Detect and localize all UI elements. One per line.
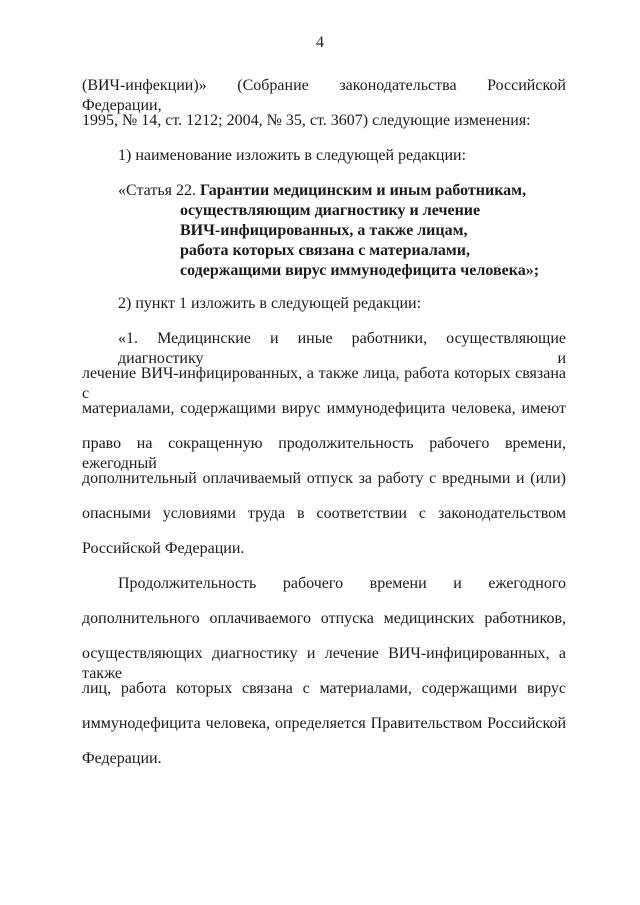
paragraph-2-line-5: иммунодефицита человека, определяется Правительством Российской [82,715,566,732]
paragraph-1-line-1: «1. Медицинские и иные работники, осуществляющие диагностику и [118,330,566,367]
paragraph-2-line-3: осуществляющих диагностику и лечение ВИЧ-инфицированных, а также [82,645,566,682]
article-title-line-4: работа которых связана с материалами, [180,242,470,259]
paragraph-1-line-5: дополнительный оплачиваемый отпуск за работу с вредными и (или) [82,470,566,487]
article-title-line-3: ВИЧ-инфицированных, а также лицам, [180,222,468,239]
intro-line-1: (ВИЧ-инфекции)» (Собрание законодательства Российской Федерации, [82,77,566,114]
article-title-line-5: содержащими вирус иммунодефицита человека»; [180,262,540,279]
paragraph-1-line-6: опасными условиями труда в соответствии с законодательством [82,505,566,522]
page-number: 4 [316,34,324,51]
paragraph-1-line-3: материалами, содержащими вирус иммунодефицита человека, имеют [82,400,566,417]
intro-line-2: 1995, № 14, ст. 1212; 2004, № 35, ст. 3607) следующие изменения: [82,112,531,129]
paragraph-2-line-2: дополнительного оплачиваемого отпуска медицинских работников, [82,610,566,627]
article-heading [118,181,526,201]
paragraph-1-line-2: лечение ВИЧ-инфицированных, а также лица, работа которых связана с [82,365,566,402]
article-title-line-1: Гарантии медицинским и иным работникам, [199,182,527,199]
paragraph-2-line-1: Продолжительность рабочего времени и ежегодного [118,575,566,592]
article-prefix: «Статья 22. [118,182,196,199]
article-title-line-2: осуществляющим диагностику и лечение [180,202,481,219]
paragraph-2-line-6: Федерации. [82,750,162,767]
paragraph-1-line-7: Российской Федерации. [82,540,245,557]
item-1-text: 1) наименование изложить в следующей редакции: [118,147,467,164]
item-2-text: 2) пункт 1 изложить в следующей редакции: [118,295,422,312]
paragraph-2-line-4: лиц, работа которых связана с материалами, содержащими вирус [82,680,566,697]
paragraph-1-line-4: право на сокращенную продолжительность рабочего времени, ежегодный [82,435,566,472]
